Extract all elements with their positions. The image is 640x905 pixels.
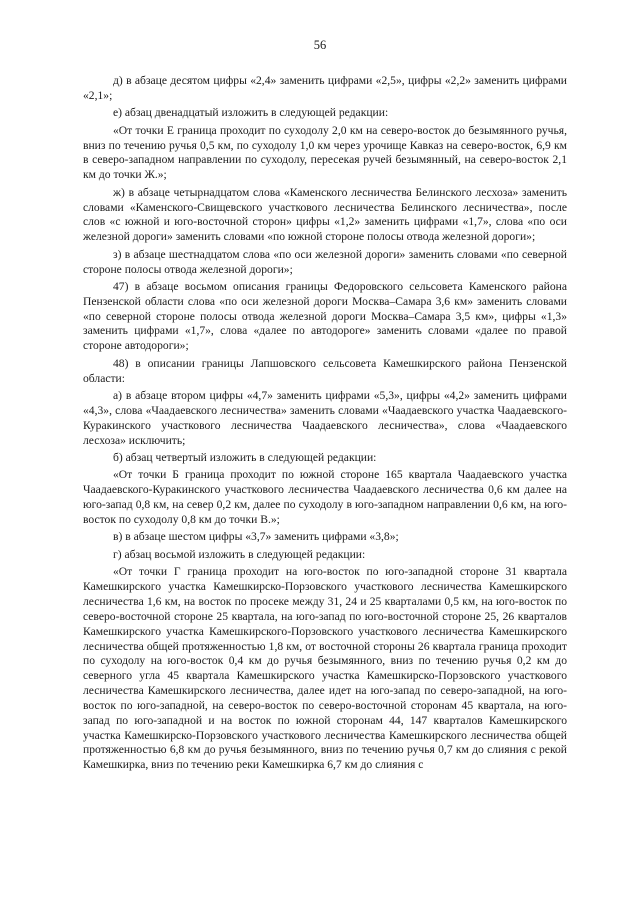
document-body — [83, 74, 567, 776]
paragraph-48-lapshovskij: 48) в описании границы Лапшовского сельсовета Камешкирского района Пензенской области: — [83, 356, 567, 385]
paragraph-v-abzats-shestoj: в) в абзаце шестом цифры «3,7» заменить цифрами «3,8»; — [113, 530, 399, 544]
paragraph-d-abzats-desyatyj: д) в абзаце десятом цифры «2,4» заменить цифрами «2,5», цифры «2,2» заменить цифрами «2,1»; — [83, 74, 567, 102]
paragraph-z-abzats-shestnadtsatyj: з) в абзаце шестнадцатом слова «по оси железной дороги» заменить словами «по северной стороне полосы отвода железной дороги»; — [83, 247, 567, 276]
paragraph-a-abzats-vtoroj: а) в абзаце втором цифры «4,7» заменить цифрами «5,3», цифры «4,2» заменить цифрами «4,3», слова «Чаадаевского лесничества» заменить словами «Чаадаевского участка Чаадаевского-Куракинского участкового лесничества Чаадаевского лесничества», слова «Чаадаевского лесхоза» исключить; — [83, 389, 567, 447]
paragraph-zh-abzats-chetyrnadtsatyj: ж) в абзаце четырнадцатом слова «Каменского лесничества Белинского лесхоза» заменить словами «Каменского-Свищевского участкового лесничества Белинского лесничества», после слов «с южной и юго-восточной сторон» цифры «1,2» заменить цифрами «1,7», слова «по оси железной дороги» заменить словами «по южной стороне полосы отвода железной дороги»; — [83, 185, 567, 244]
paragraph-b-abzats-chetvertyj: б) абзац четвертый изложить в следующей редакции: — [113, 451, 377, 464]
paragraph-47-fedorovskij: 47) в абзаце восьмом описания границы Федоровского сельсовета Каменского района Пензенской области слова «по оси железной дороги Москва–Самара 3,6 км» заменить словами «по северной стороне полосы отвода железной дороги Москва–Самара 3,5 км», цифры «1,3» заменить цифрами «1,7», слова «далее по автодороге» заменить словами «далее по правой стороне автодороги»; — [83, 279, 567, 353]
paragraph-e-abzats-dvenadtsatyj: е) абзац двенадцатый изложить в следующей редакции: — [113, 106, 389, 120]
paragraph-quote-tochka-g: «От точки Г граница проходит на юго-восток по юго-западной стороне 31 квартала Камешкирского участка Камешкирско-Порзовского участкового лесничества Камешкирского лесничества 1,6 км, на восток по просеке между 31, 24 и 25 кварталами 0,5 км, на юго-восток по северо-восточной стороне 25 квартала, на юго-запад по юго-восточной стороне 25, 26 кварталов Камешкирского участка Камешкирского-Порзовского участкового лесничества Камешкирского лесничества общей протяженностью 1,8 км, от восточной стороны 26 квартала граница проходит по суходолу на юго-восток 0,4 км до ручья безымянного, вниз по течению ручья 0,2 км до северного угла 45 квартала Камешкирского участка Камешкирско-Порзовского участкового лесничества Камешкирского лесничества, далее идет на юго-запад по северо-западной, на юго-восток по юго-западной, на северо-восток по северо-восточной сторонам 45 квартала, на юго-запад по юго-западной и на восток по южной сторонам 44, 147 кварталов Камешкирского участка Камешкирско-Порзовского участкового лесничества Камешкирского лесничества общей протяженностью 6,8 км до ручья безымянного, вниз по течению ручья 0,7 км до слияния с рекой Камешкирка, вниз по течению реки Камешкирка 6,7 км до слияния с — [83, 565, 567, 772]
paragraph-quote-tochka-b: «От точки Б граница проходит по южной стороне 165 квартала Чаадаевского участка Чаадаевского-Куракинского участкового лесничества Чаадаевского лесничества 0,6 км далее на юго-запад 0,8 км, на север 0,2 км, далее по суходолу в юго-западном направлении 0,6 км, на юго-восток по суходолу 0,8 км до точки В.»; — [83, 468, 567, 526]
page-number: 56 — [313, 38, 327, 52]
paragraph-quote-tochka-e: «От точки Е граница проходит по суходолу 2,0 км на северо-восток до безымянного ручья, вниз по течению ручья 0,5 км, по суходолу 1,0 км через урочище Кавказ на северо-восток, 6,9 км в северо-западном направлении по суходолу, пересекая ручей безымянный, на северо-восток 2,1 км до точки Ж.»; — [83, 123, 567, 182]
paragraph-g-abzats-vosmoj: г) абзац восьмой изложить в следующей редакции: — [113, 547, 366, 561]
